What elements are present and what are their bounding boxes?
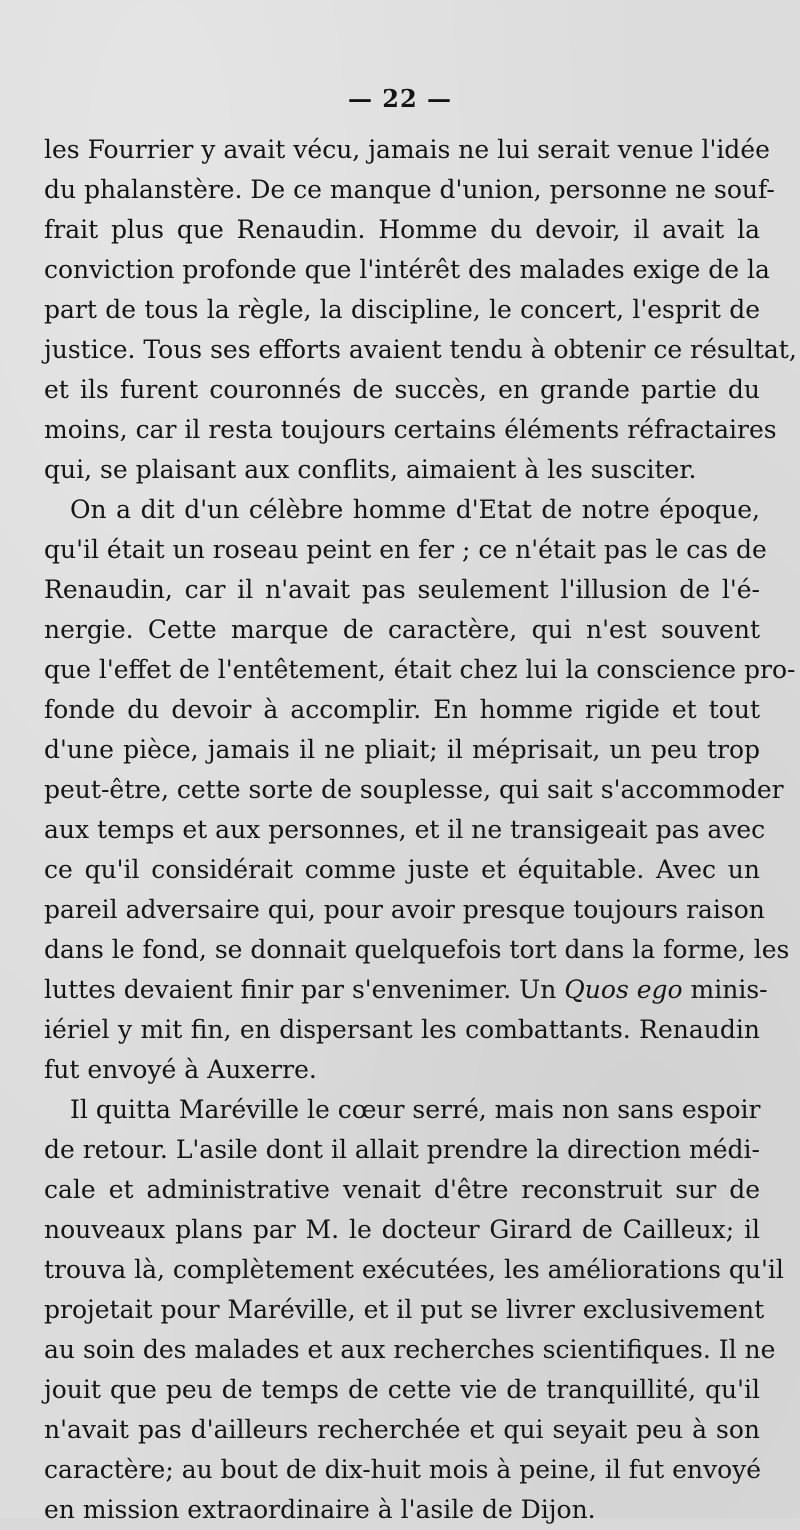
text-line: dans le fond, se donnait quelquefois tort dans la forme, les xyxy=(44,935,790,964)
text-line: les Fourrier y avait vécu, jamais ne lui serait venue l'idée xyxy=(44,135,770,164)
text-line: cale et administrative venait d'être reconstruit sur de xyxy=(44,1175,760,1204)
text-line: Renaudin, car il n'avait pas seulement l'illusion de l'é- xyxy=(44,575,760,604)
text-line-end: minis- xyxy=(682,975,768,1004)
text-line: ce qu'il considérait comme juste et équitable. Avec un xyxy=(44,855,760,884)
text-line xyxy=(44,970,768,1010)
text-line: du phalanstère. De ce manque d'union, personne ne souf- xyxy=(44,175,775,204)
text-line: trouva là, complètement exécutées, les améliorations qu'il xyxy=(44,1255,784,1284)
text-line: caractère; au bout de dix-huit mois à peine, il fut envoyé xyxy=(44,1455,762,1484)
text-line: moins, car il resta toujours certains éléments réfractaires xyxy=(44,415,777,444)
text-line: que l'effet de l'entêtement, était chez lui la conscience pro- xyxy=(44,655,796,684)
text-line: Il quitta Maréville le cœur serré, mais non sans espoir xyxy=(70,1095,761,1124)
text-line: iériel y mit fin, en dispersant les combattants. Renaudin xyxy=(44,1015,760,1044)
text-line-start: luttes devaient finir par s'envenimer. Un xyxy=(44,975,557,1004)
text-line: peut-être, cette sorte de souplesse, qui sait s'accommoder xyxy=(44,775,784,804)
text-line: de retour. L'asile dont il allait prendre la direction médi- xyxy=(44,1135,760,1164)
body-text xyxy=(44,130,797,1530)
text-line: fut envoyé à Auxerre. xyxy=(44,1055,317,1084)
text-line: nergie. Cette marque de caractère, qui n'est souvent xyxy=(44,615,760,644)
text-line: pareil adversaire qui, pour avoir presque toujours raison xyxy=(44,895,765,924)
italic-phrase: Quos ego xyxy=(564,975,683,1004)
text-line: qui, se plaisant aux conflits, aimaient à les susciter. xyxy=(44,455,697,484)
text-line: part de tous la règle, la discipline, le concert, l'esprit de xyxy=(44,295,760,324)
page-number: — 22 — xyxy=(347,84,453,113)
text-line: qu'il était un roseau peint en fer ; ce n'était pas le cas de xyxy=(44,535,767,564)
text-line: d'une pièce, jamais il ne pliait; il méprisait, un peu trop xyxy=(44,735,760,764)
text-line: et ils furent couronnés de succès, en grande partie du xyxy=(44,375,760,404)
text-line: au soin des malades et aux recherches scientifiques. Il ne xyxy=(44,1335,776,1364)
text-line: en mission extraordinaire à l'asile de Dijon. xyxy=(44,1495,596,1524)
text-line: nouveaux plans par M. le docteur Girard de Cailleux; il xyxy=(44,1215,760,1244)
text-line: jouit que peu de temps de cette vie de tranquillité, qu'il xyxy=(44,1375,760,1404)
text-line: projetait pour Maréville, et il put se livrer exclusivement xyxy=(44,1295,765,1324)
text-line: n'avait pas d'ailleurs recherchée et qui seyait peu à son xyxy=(44,1415,760,1444)
text-line: aux temps et aux personnes, et il ne transigeait pas avec xyxy=(44,815,766,844)
text-line: fonde du devoir à accomplir. En homme rigide et tout xyxy=(44,695,760,724)
text-line: justice. Tous ses efforts avaient tendu à obtenir ce résultat, xyxy=(44,335,797,364)
text-line: frait plus que Renaudin. Homme du devoir, il avait la xyxy=(44,215,760,244)
text-line: conviction profonde que l'intérêt des malades exige de la xyxy=(44,255,770,284)
text-line: On a dit d'un célèbre homme d'Etat de notre époque, xyxy=(70,495,760,524)
